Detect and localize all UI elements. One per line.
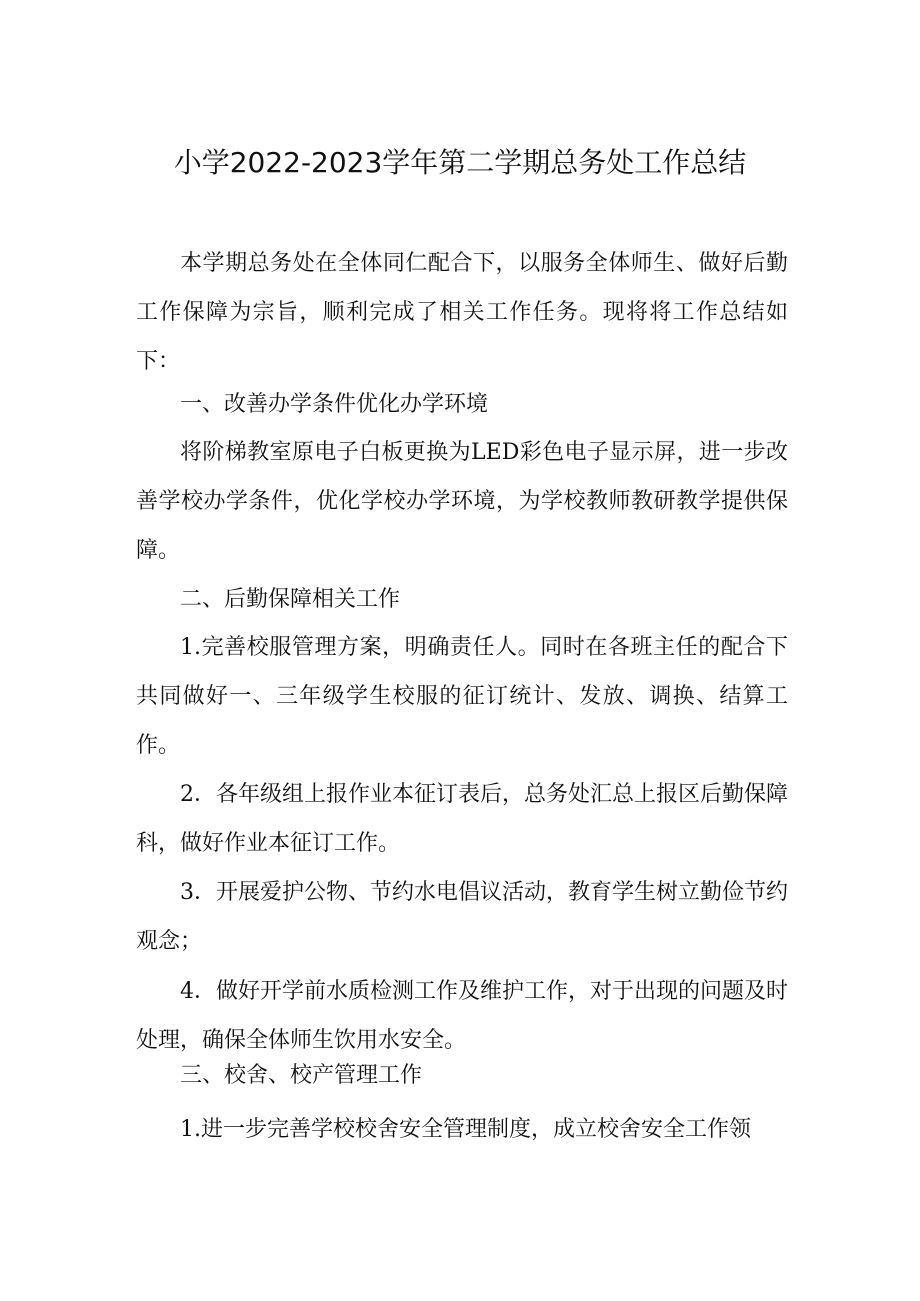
section2-item-3: 3．开展爱护公物、节约水电倡议活动，教育学生树立勤俭节约观念； — [136, 880, 788, 954]
section1-paragraph-block — [136, 428, 788, 575]
section2-item-2: 2．各年级组上报作业本征订表后，总务处汇总上报区后勤保障科，做好作业本征订工作。 — [136, 782, 788, 856]
section2-heading-block — [136, 575, 788, 624]
section2-item-3-block — [136, 868, 788, 966]
section3-item-1: 1.进一步完善学校校舍安全管理制度，成立校舍安全工作领 — [180, 1117, 751, 1142]
document-title: 小学2022-2023学年第二学期总务处工作总结 — [173, 146, 747, 179]
intro-paragraph: 本学期总务处在全体同仁配合下，以服务全体师生、做好后勤工作保障为宗旨，顺利完成了相关工作任务。现将将工作总结如下： — [136, 251, 788, 374]
section3-heading-block — [136, 1051, 788, 1100]
intro-block — [136, 239, 788, 386]
section2-item-1-block — [136, 623, 788, 770]
section1-heading: 一、改善办学条件优化办学环境 — [180, 392, 489, 417]
section3-heading: 三、校舍、校产管理工作 — [180, 1063, 423, 1088]
section2-item-1: 1.完善校服管理方案，明确责任人。同时在各班主任的配合下共同做好一、三年级学生校服的征订统计、发放、调换、结算工作。 — [136, 635, 788, 758]
section3-item-1-block — [136, 1105, 788, 1154]
section2-heading: 二、后勤保障相关工作 — [180, 587, 401, 612]
section2-item-2-block — [136, 770, 788, 868]
section1-paragraph: 将阶梯教室原电子白板更换为LED彩色电子显示屏，进一步改善学校办学条件，优化学校办学环境，为学校教师教研教学提供保障。 — [136, 440, 788, 563]
section1-heading-block — [136, 380, 788, 429]
section2-item-4: 4．做好开学前水质检测工作及维护工作，对于出现的问题及时处理，确保全体师生饮用水安全。 — [136, 979, 788, 1053]
